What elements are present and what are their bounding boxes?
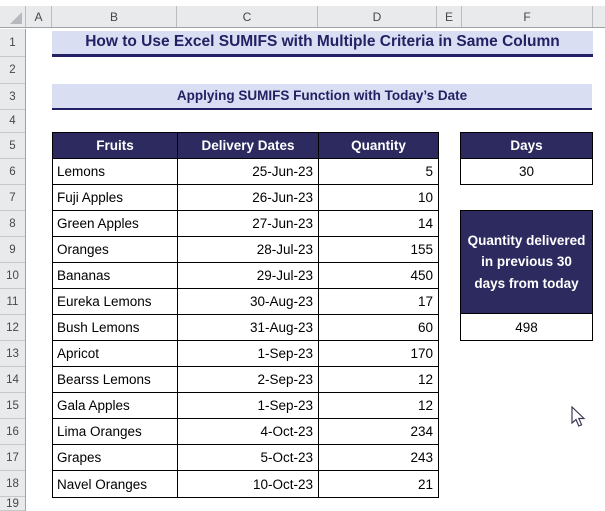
cell-fruit[interactable]: Bush Lemons xyxy=(53,315,178,341)
header-cell-quantity[interactable]: Quantity xyxy=(319,133,438,159)
column-header-d[interactable]: D xyxy=(318,6,437,27)
cell-date[interactable]: 1-Sep-23 xyxy=(178,341,319,367)
table-row xyxy=(53,263,438,289)
cell-fruit[interactable]: Bananas xyxy=(53,263,178,289)
cell-fruit[interactable]: Eureka Lemons xyxy=(53,289,178,315)
cell-qty[interactable]: 243 xyxy=(319,445,438,471)
row-header-17[interactable]: 17 xyxy=(0,445,25,471)
cell-fruit[interactable]: Oranges xyxy=(53,237,178,263)
table-row xyxy=(53,445,438,471)
mouse-cursor-icon xyxy=(571,406,586,428)
row-header-5[interactable]: 5 xyxy=(0,133,25,159)
table-row xyxy=(53,341,438,367)
cell-qty[interactable]: 170 xyxy=(319,341,438,367)
subtitle-banner[interactable]: Applying SUMIFS Function with Today’s Date xyxy=(52,84,592,110)
cell-fruit[interactable]: Bearss Lemons xyxy=(53,367,178,393)
cell-date[interactable]: 1-Sep-23 xyxy=(178,393,319,419)
row-header-7[interactable]: 7 xyxy=(0,185,25,211)
cell-date[interactable]: 25-Jun-23 xyxy=(178,159,319,185)
days-header-cell[interactable]: Days xyxy=(461,133,592,159)
column-header-e[interactable]: E xyxy=(437,6,462,27)
table-row xyxy=(53,159,438,185)
cell-fruit[interactable]: Green Apples xyxy=(53,211,178,237)
cell-date[interactable]: 5-Oct-23 xyxy=(178,445,319,471)
table-row xyxy=(53,185,438,211)
row-header-19[interactable]: 19 xyxy=(0,497,25,511)
cell-fruit[interactable]: Fuji Apples xyxy=(53,185,178,211)
cell-qty[interactable]: 12 xyxy=(319,393,438,419)
cell-date[interactable]: 2-Sep-23 xyxy=(178,367,319,393)
row-header-15[interactable]: 15 xyxy=(0,393,25,419)
row-header-8[interactable]: 8 xyxy=(0,211,25,237)
cell-fruit[interactable]: Lemons xyxy=(53,159,178,185)
column-header-bar xyxy=(0,6,605,28)
cell-fruit[interactable]: Apricot xyxy=(53,341,178,367)
table-row xyxy=(53,393,438,419)
table-row xyxy=(53,211,438,237)
cell-qty[interactable]: 14 xyxy=(319,211,438,237)
header-cell-fruits[interactable]: Fruits xyxy=(53,133,178,159)
result-value-cell[interactable]: 498 xyxy=(515,319,538,335)
title-banner[interactable]: How to Use Excel SUMIFS with Multiple Criteria in Same Column xyxy=(52,31,593,57)
row-header-16[interactable]: 16 xyxy=(0,419,25,445)
header-cell-delivery-dates[interactable]: Delivery Dates xyxy=(178,133,319,159)
cell-date[interactable]: 27-Jun-23 xyxy=(178,211,319,237)
row-header-2[interactable]: 2 xyxy=(0,57,25,84)
table-row xyxy=(53,367,438,393)
table-row xyxy=(53,289,438,315)
cell-fruit[interactable]: Lima Oranges xyxy=(53,419,178,445)
select-all-button[interactable] xyxy=(0,6,26,27)
result-label-cell[interactable]: Quantity delivered in previous 30 days from today xyxy=(461,211,592,314)
row-header-12[interactable]: 12 xyxy=(0,315,25,341)
row-header-1[interactable]: 1 xyxy=(0,29,25,57)
cell-date[interactable]: 4-Oct-23 xyxy=(178,419,319,445)
cell-date[interactable]: 28-Jul-23 xyxy=(178,237,319,263)
cell-date[interactable]: 30-Aug-23 xyxy=(178,289,319,315)
cell-date[interactable]: 10-Oct-23 xyxy=(178,471,319,497)
cell-date[interactable]: 26-Jun-23 xyxy=(178,185,319,211)
result-panel xyxy=(460,210,593,341)
cell-qty[interactable]: 155 xyxy=(319,237,438,263)
row-header-gutter xyxy=(0,29,26,511)
cell-date[interactable]: 31-Aug-23 xyxy=(178,315,319,341)
fruits-table xyxy=(52,132,439,498)
cell-qty[interactable]: 21 xyxy=(417,476,433,492)
row-header-18[interactable]: 18 xyxy=(0,471,25,497)
cell-qty[interactable]: 234 xyxy=(319,419,438,445)
row-header-6[interactable]: 6 xyxy=(0,159,25,185)
column-header-c[interactable]: C xyxy=(177,6,318,27)
table-row xyxy=(53,237,438,263)
table-row xyxy=(53,315,438,341)
row-header-3[interactable]: 3 xyxy=(0,84,25,110)
select-all-icon xyxy=(10,12,22,24)
table-row xyxy=(53,471,438,497)
column-header-b[interactable]: B xyxy=(52,6,177,27)
days-panel xyxy=(460,132,593,185)
column-header-a[interactable]: A xyxy=(26,6,52,27)
fruits-table-header-row xyxy=(53,133,438,159)
row-header-13[interactable]: 13 xyxy=(0,341,25,367)
cell-qty[interactable]: 60 xyxy=(319,315,438,341)
cell-qty[interactable]: 17 xyxy=(319,289,438,315)
row-header-10[interactable]: 10 xyxy=(0,263,25,289)
days-value-cell[interactable]: 30 xyxy=(518,164,535,179)
column-header-f[interactable]: F xyxy=(462,6,593,27)
cell-fruit[interactable]: Navel Oranges xyxy=(53,471,178,497)
row-header-14[interactable]: 14 xyxy=(0,367,25,393)
cell-qty[interactable]: 5 xyxy=(319,159,438,185)
cell-fruit[interactable]: Grapes xyxy=(53,445,178,471)
cell-qty[interactable]: 450 xyxy=(319,263,438,289)
row-header-9[interactable]: 9 xyxy=(0,237,25,263)
row-header-11[interactable]: 11 xyxy=(0,289,25,315)
row-header-4[interactable]: 4 xyxy=(0,110,25,133)
table-row xyxy=(53,419,438,445)
cell-date[interactable]: 29-Jul-23 xyxy=(178,263,319,289)
cell-fruit[interactable]: Gala Apples xyxy=(53,393,178,419)
cell-qty[interactable]: 12 xyxy=(319,367,438,393)
cell-qty[interactable]: 10 xyxy=(319,185,438,211)
column-header-g-partial[interactable] xyxy=(593,6,605,27)
